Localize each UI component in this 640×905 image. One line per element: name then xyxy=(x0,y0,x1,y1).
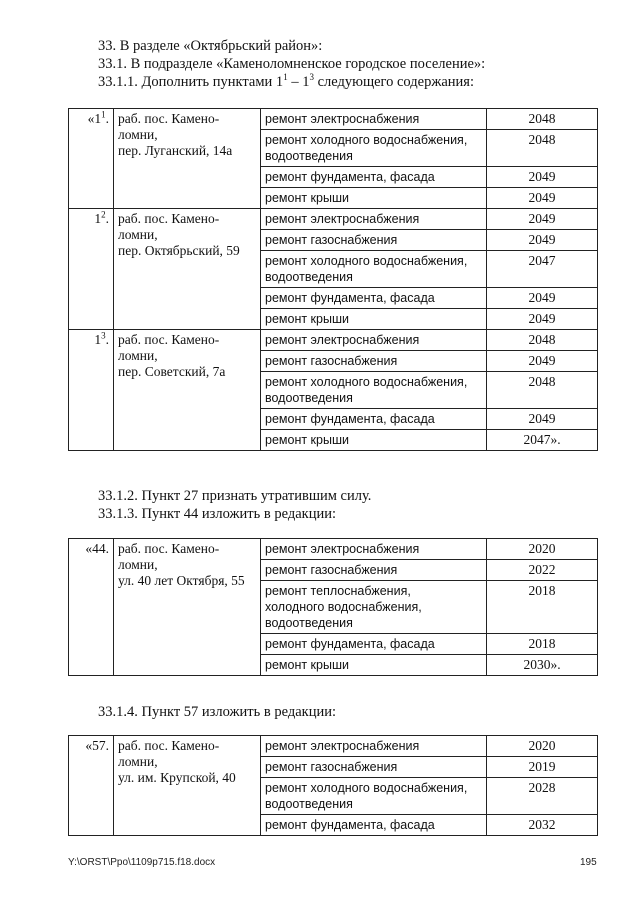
work-type-cell: ремонт электроснабжения xyxy=(261,330,487,351)
year-cell: 2030». xyxy=(487,655,598,676)
work-type-cell: ремонт фундамента, фасада xyxy=(261,409,487,430)
year-cell: 2032 xyxy=(487,815,598,836)
work-type-cell: ремонт холодного водоснабжения, водоотведения xyxy=(261,251,487,288)
work-type-cell: ремонт холодного водоснабжения, водоотведения xyxy=(261,372,487,409)
work-type-cell: ремонт крыши xyxy=(261,309,487,330)
page-number: 195 xyxy=(580,857,597,868)
year-cell: 2049 xyxy=(487,288,598,309)
work-type-cell: ремонт холодного водоснабжения, водоотведения xyxy=(261,778,487,815)
year-cell: 2049 xyxy=(487,309,598,330)
item-number: $1^2$. xyxy=(69,209,114,330)
file-path: Y:\ORST\Ppo\1109p715.f18.docx xyxy=(68,857,216,868)
year-cell: 2049 xyxy=(487,188,598,209)
address-cell: раб. пос. Камено- ломни, пер. Луганский, 14а xyxy=(114,109,261,209)
year-cell: 2019 xyxy=(487,757,598,778)
subsection-heading: 33.1. В подразделе «Каменоломненское городское поселение»: xyxy=(98,56,486,72)
repair-table-3 xyxy=(68,735,598,836)
year-cell: 2020 xyxy=(487,539,598,560)
address-cell: раб. пос. Камено- ломни, ул. им. Крупской, 40 xyxy=(114,736,261,836)
work-type-cell: ремонт газоснабжения xyxy=(261,757,487,778)
section-heading: 33. В разделе «Октябрьский район»: xyxy=(98,38,323,54)
work-type-cell: ремонт крыши xyxy=(261,188,487,209)
clause-27-text: 33.1.2. Пункт 27 признать утратившим силу. xyxy=(98,488,372,504)
work-type-cell: ремонт холодного водоснабжения, водоотведения xyxy=(261,130,487,167)
year-cell: 2048 xyxy=(487,330,598,351)
year-cell: 2049 xyxy=(487,167,598,188)
table-row xyxy=(69,330,598,351)
clause-heading: 33.1.1. Дополнить пунктами $1^1 - 1^3$ следующего содержания: xyxy=(98,72,475,90)
year-cell: 2048 xyxy=(487,130,598,167)
year-cell: 2048 xyxy=(487,372,598,409)
year-cell: 2028 xyxy=(487,778,598,815)
work-type-cell: ремонт электроснабжения xyxy=(261,539,487,560)
address-cell: раб. пос. Камено- ломни, пер. Советский, 7а xyxy=(114,330,261,451)
work-type-cell: ремонт газоснабжения xyxy=(261,560,487,581)
table-row xyxy=(69,109,598,130)
clause-44-text: 33.1.3. Пункт 44 изложить в редакции: xyxy=(98,506,337,522)
year-cell: 2020 xyxy=(487,736,598,757)
year-cell: 2048 xyxy=(487,109,598,130)
work-type-cell: ремонт электроснабжения xyxy=(261,109,487,130)
year-cell: 2049 xyxy=(487,351,598,372)
year-cell: 2022 xyxy=(487,560,598,581)
item-number: $1^3$. xyxy=(69,330,114,451)
year-cell: 2047». xyxy=(487,430,598,451)
item-number: «$1^1$. xyxy=(69,109,114,209)
work-type-cell: ремонт крыши xyxy=(261,655,487,676)
address-cell: раб. пос. Камено- ломни, пер. Октябрьский, 59 xyxy=(114,209,261,330)
year-cell: 2049 xyxy=(487,209,598,230)
repair-table-1 xyxy=(68,108,598,451)
year-cell: 2049 xyxy=(487,230,598,251)
work-type-cell: ремонт крыши xyxy=(261,430,487,451)
work-type-cell: ремонт электроснабжения xyxy=(261,736,487,757)
item-number: «44. xyxy=(69,539,114,676)
work-type-cell: ремонт фундамента, фасада xyxy=(261,167,487,188)
work-type-cell: ремонт фундамента, фасада xyxy=(261,288,487,309)
year-cell: 2018 xyxy=(487,581,598,634)
work-type-cell: ремонт газоснабжения xyxy=(261,351,487,372)
item-number: «57. xyxy=(69,736,114,836)
address-cell: раб. пос. Камено- ломни, ул. 40 лет Октября, 55 xyxy=(114,539,261,676)
clause-57-text: 33.1.4. Пункт 57 изложить в редакции: xyxy=(98,704,337,720)
year-cell: 2018 xyxy=(487,634,598,655)
work-type-cell: ремонт фундамента, фасада xyxy=(261,634,487,655)
work-type-cell: ремонт теплоснабжения, холодного водоснабжения, водоотведения xyxy=(261,581,487,634)
repair-table-2 xyxy=(68,538,598,676)
work-type-cell: ремонт газоснабжения xyxy=(261,230,487,251)
work-type-cell: ремонт фундамента, фасада xyxy=(261,815,487,836)
table-row xyxy=(69,209,598,230)
year-cell: 2049 xyxy=(487,409,598,430)
table-row xyxy=(69,736,598,757)
work-type-cell: ремонт электроснабжения xyxy=(261,209,487,230)
year-cell: 2047 xyxy=(487,251,598,288)
table-row xyxy=(69,539,598,560)
